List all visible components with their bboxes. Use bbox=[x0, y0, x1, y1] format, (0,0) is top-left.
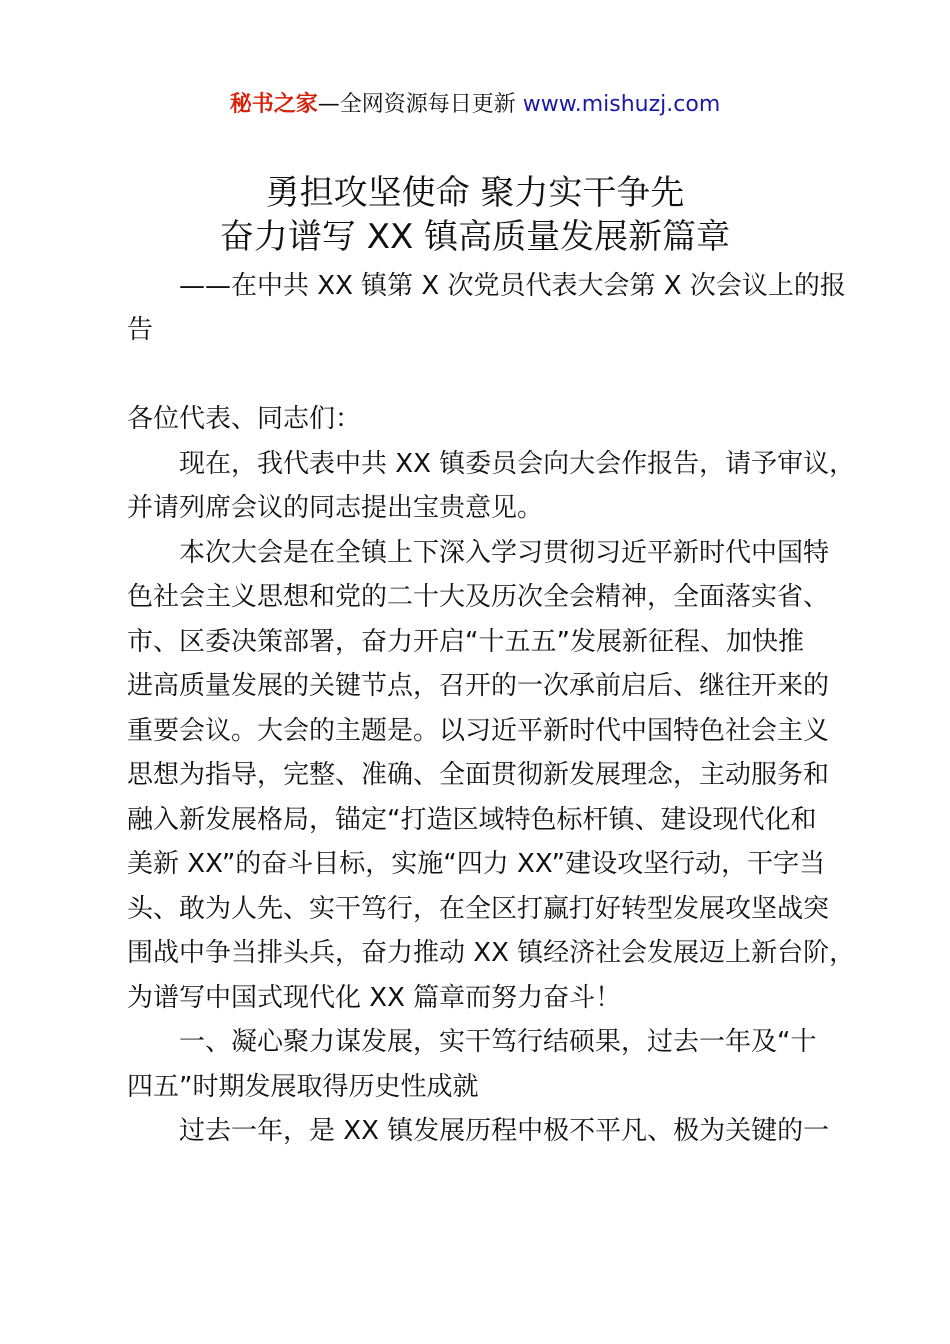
document-body bbox=[127, 397, 856, 1154]
subtitle-line: ——在中共 XX 镇第 X 次党员代表大会第 X 次会议上的报 bbox=[179, 271, 846, 301]
section-heading-line: 一、凝心聚力谋发展，实干笃行结硕果，过去一年及“十 bbox=[179, 1027, 817, 1057]
site-url-link[interactable]: www.mishuzj.com bbox=[522, 92, 721, 117]
body-line: 美新 XX”的奋斗目标，实施“四力 XX”建设攻坚行动，干字当 bbox=[127, 849, 826, 879]
body-line: 现在，我代表中共 XX 镇委员会向大会作报告，请予审议， bbox=[179, 448, 856, 479]
body-line: 进高质量发展的关键节点，召开的一次承前启后、继往开来的 bbox=[127, 671, 830, 701]
body-line: 过去一年，是 XX 镇发展历程中极不平凡、极为关键的一 bbox=[179, 1116, 830, 1146]
body-line: 围战中争当排头兵，奋力推动 XX 镇经济社会发展迈上新台阶， bbox=[127, 938, 856, 968]
body-line: 思想为指导，完整、准确、全面贯彻新发展理念，主动服务和 bbox=[127, 760, 830, 790]
salutation: 各位代表、同志们： bbox=[127, 404, 362, 434]
body-line: 重要会议。大会的主题是。以习近平新时代中国特色社会主义 bbox=[127, 715, 830, 746]
document-title-line-2: 奋力谱写 XX 镇高质量发展新篇章 bbox=[219, 217, 731, 257]
body-line: 融入新发展格局，锚定“打造区域特色标杆镇、建设现代化和 bbox=[127, 804, 817, 835]
site-header bbox=[0, 88, 950, 122]
document-subtitle bbox=[127, 264, 846, 352]
body-line: 色社会主义思想和党的二十大及历次全会精神，全面落实省、 bbox=[127, 582, 830, 612]
body-line: 头、敢为人先、实干笃行，在全区打赢打好转型发展攻坚战突 bbox=[127, 893, 830, 924]
document-title-line-1: 勇担攻坚使命 聚力实干争先 bbox=[265, 173, 685, 213]
header-tagline: —全网资源每日更新 bbox=[317, 92, 523, 117]
subtitle-line: 告 bbox=[127, 315, 154, 345]
body-line: 本次大会是在全镇上下深入学习贯彻习近平新时代中国特 bbox=[179, 537, 830, 568]
brand-name: 秘书之家 bbox=[229, 92, 318, 117]
body-line: 并请列席会议的同志提出宝贵意见。 bbox=[127, 493, 544, 523]
body-line: 市、区委决策部署，奋力开启“十五五”发展新征程、加快推 bbox=[127, 626, 804, 657]
body-line: 为谱写中国式现代化 XX 篇章而努力奋斗！ bbox=[127, 982, 622, 1013]
section-heading-line: 四五”时期发展取得历史性成就 bbox=[127, 1071, 479, 1102]
